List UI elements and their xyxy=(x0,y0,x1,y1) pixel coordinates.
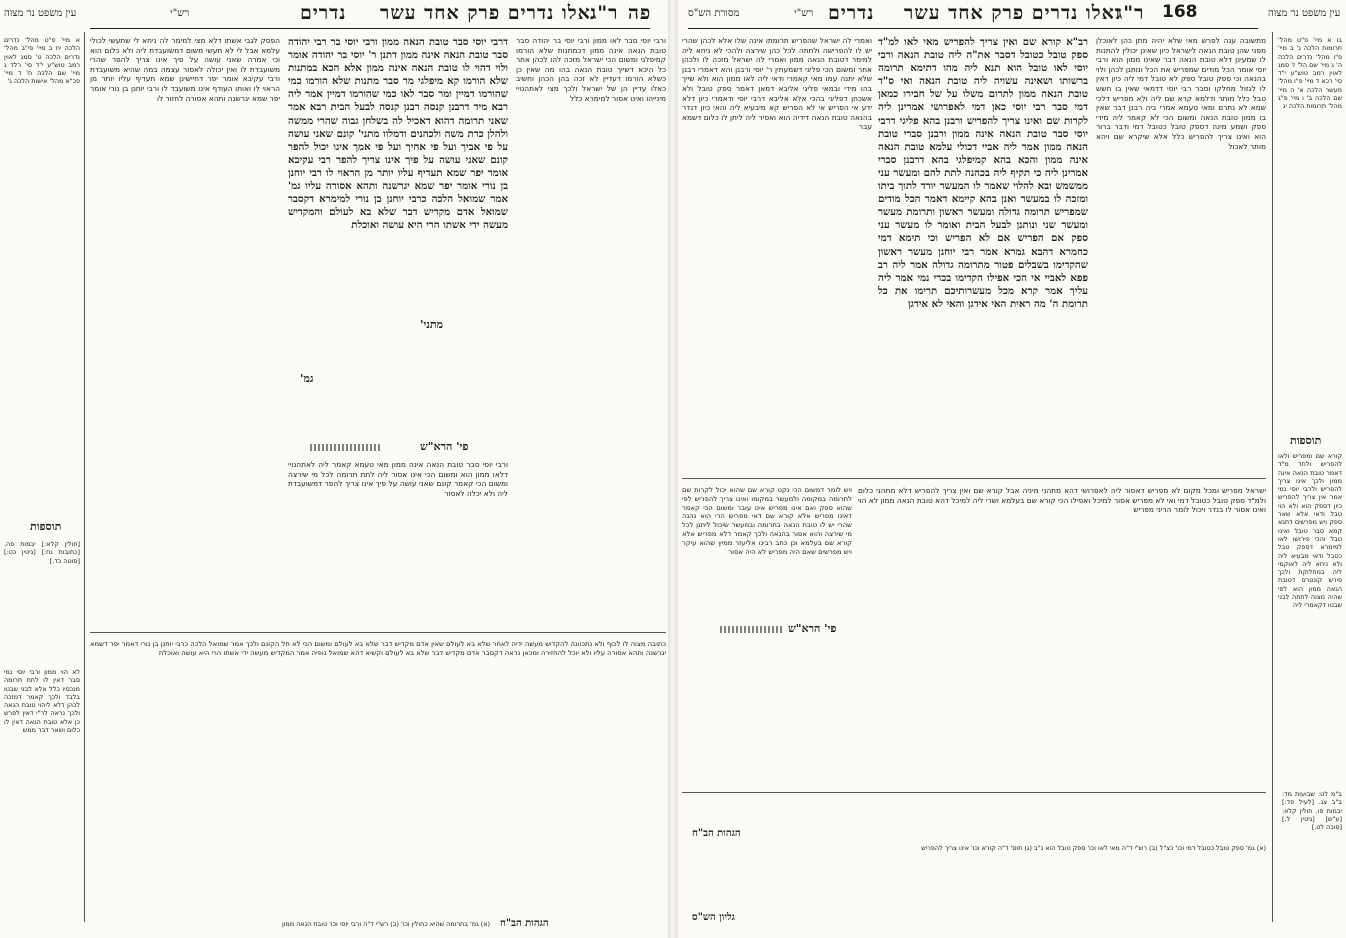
left-hagahot-label: הגהות הב"ח xyxy=(500,918,549,929)
left-ein-mishpat: א מיי' פ"ט מהל' נדרים הלכה יח ב מיי' פי"ב מהל' נדרים הלכה ט' סמג לאוין רמב טוש"ע י"ד סי' רלד ג מיי' שם הלכה ח' ד מיי' פכ"א מהל' אישות הלכה ג' xyxy=(4,36,80,86)
left-tosafot: לא הוי ממון ורבי יוסי נמי סבר דאין לו לתת תרומה מנכסיו כלל אלא לבני שבטו בלבד ולכך קאמר דמזכה לכהן דלא ליהוי טובת הנאה ולכך נראה לר"י דאין לפרש כן אלא טובת הנאה דאין לו כלום ושאר דבר ממש xyxy=(4,668,80,735)
right-rosh-ornament xyxy=(720,626,784,633)
binding-gutter xyxy=(668,0,678,938)
left-tosafot-label: תוספות xyxy=(30,520,62,533)
left-header-rule xyxy=(90,28,650,29)
left-page xyxy=(0,0,668,938)
left-tractate-title: נדרים xyxy=(300,2,347,24)
right-page-number: 168 xyxy=(1162,2,1198,22)
right-ein-mishpat-label: עין משפט נר מצוה xyxy=(1268,8,1341,19)
left-commentary-right: ורבי יוסי סבר לאו ממון ורבי יוסי בר יהודה סבר טובת הנאה אינה ממון דכמתנות שלא הורמו קמיפלגי ומשום הכי ישראל מזכה להו לכהן אחר כל היכא דשייך טובת הנאה בהו מה שאין כן כשלא הורמו דעדיין לא זכה בהן הכהן וחשיב כאלו עדיין הן של ישראל ולכך מצי לאתהנויי מינייהו ואינו אסור למימרא כלל xyxy=(516,36,666,103)
right-footer-rule xyxy=(682,792,1266,793)
left-chapter-title: ואלו נדרים פרק אחד עשר xyxy=(380,2,597,24)
right-tosafot-label: תוספות xyxy=(1290,434,1322,447)
right-rashi-label: רש"י xyxy=(794,8,814,19)
right-page xyxy=(678,0,1346,938)
left-rosh-text: ורבי יוסי סבר טובת הנאה אינה ממון מאי טעמא קאמר ליה לאתהנויי דלאו ממון הוא ומשום הכי אינו אסור ליה לתת תרומה לכל מי שירצה ומשום הכי קאמר קונם שאני עושה על פיך אינו צריך להפר דמשועבדת ליה ולא יכלה לאסור xyxy=(288,460,508,498)
left-mishna-marker: מתני' xyxy=(420,318,444,331)
left-ein-mishpat-label: עין משפט נר מצוה xyxy=(4,8,77,19)
right-commentary-right: מתשובה ענה לפרש מאי שלא יהיה מתן כהן לאוכלן מפני שהן טובת הנאה לישראל כיון שאינן יכולין להתנות לו שמעינן דלא טובת הנאה דבר שאינו ממון הוא ורבי יוסי אומר הכל מודים שמפריש את הכל ונותנן לכהן ולוי בהנאה וכי ספק טובל ספק לא טובל דמי ליה כיון דאין לו לגזול מחלקו וסבר רבי יוסי דדמאי שאין בו חשש טבל כלל מותר ודלמא קרא שם ליה ולא מפריש דלכי שמא לא נתרם ומאי טעמא אמרי ביה רבנן דבר שאין בו ממון טובת הנאה ומשום הכי לא קאמר ליה מידי ספק ושמע מינה דספק טובל כטובל דמי ודבר ברור הוא ואינו צריך להפריש כלל אלא שיקרא שם ויהא מותר לאכול xyxy=(1096,36,1266,151)
left-mesoret: [חולין קלא:] יבמות פה. [כתובות נח:] [גיטין כט:] [סוטה כד.] xyxy=(4,540,80,565)
right-footer-left: ויש לומר דמשום הכי נקט קורא שם שהוא יכול לקרות שם לתרומה במקומה ולמעשר במקומו ואינו צריך להפריש לפי שהוא ספק ואם אינו מפריש אינו עובר ומשום הכי קאמר דאינו מפריש אלא קורא שם דאי מפריש הרי הוא נהנה שהרי יש לו טובת הנאה בתרומה ובמעשר שיכול ליתנן לכל מי שירצה והוא אסור בהנאה ולכך קאמר דלא מפריש אלא קורא שם בעלמא וכן כתב רבינו אליעזר ממיץ שהוא עיקר ויש מפרשים שאם היה מפריש לא היה אסור xyxy=(682,486,852,556)
right-mesoret: ב"מ לט: שבועות מד: ב"ב צג. [לעיל פד:] יבמות פו. חולין קלא: [ע"ש] [גיטין ל.] [סוכה לט.] xyxy=(1282,790,1342,832)
right-gemara-column: רב"א קורא שם ואין צריך להפריש מאי לאו למ"ד ספק טובל כטובל דסבר את"ה ליה טובת הנאה ורבי יוסי לאו טובל הוא תנא ליה מהו דתימא תרומה ברשותו ושאינה עשויה ליה טובת הנאה ואי ס"ד טובת הנאה ממון לתרום משלו על של חבירו כמאן דמי סבר רבי יוסי כאן דמי לאפרושי אמרינן ליה לקרות שם ואינו צריך להפריש ורבנן בהא פליגי דרבי יוסי סבר טובת הנאה אינה ממון ורבנן סברי טובת הנאה ממון אמר ליה אביי דכולי עלמא טובת הנאה אינה ממון והכא בהא קמיפלגי בהא דרבנן סברי אמרינן ליה כי תקיף ליה בכהנה לתת להם ומעשר עני ממשמש ובא להלוי שאמר לו המעשר יורד לתוך ביתו ומזכה לו במעשר ואנן בהא קיימא דאמר הכל מודים שמפריש תרומה גדולה ומעשר ראשון ותרומת מעשר ומעשר שני ונותנן לבעל הבית ואומר לו מעשר עני ספק אם הפריש אם לא הפריש וכי תימא דמי כחמרא דהבא גמרא אמר רבי יוחנן מעשר ראשון שהקדימו בשבלים פטור מתרומה גדולה אמר ליה רב פפא לאביי אי הכי אפילו הקדימו בכרי נמי אמר ליה עליך אמר קרא מכל מעשרותיכם תרימו את כל תרומת ה' מה ראית האי אידגן והאי לא אידגן xyxy=(878,36,1088,310)
right-tractate-title: נדרים xyxy=(828,2,875,24)
left-gemara-marker: גמ' xyxy=(300,372,314,385)
right-tosafot: קורא שם ומפריש ולאו להפריש ולחד מ"ד דאמר טובת הנאה אינה ממון ולכך אינו צריך להפריש ולרבי יוסי נמי אמר אין צריך להפריש כיון דספק הוא ולא הוי טבל ודאי אלא שאר ספק ויש מפרשים דתנא קמא סבר טובל ואינו טבל והכי פירושו לאו למימרא דספק טבל כטבל ודאי מבעיא ליה ולא ניחא ליה לאוקמי ליה במחלוקת ולכך פירש קונטרס דטובת הנאה ממון הוא לפי שהיה מצוה לתתה לבני שבטו דקאמרי ליה xyxy=(1278,452,1342,610)
left-rashi-label: רש"י xyxy=(170,8,190,19)
right-margin-rule xyxy=(1272,32,1273,922)
right-ein-mishpat: בו א מיי' פ"ט מהל' תרומות הלכה ג' ב מיי' פ"ו מהל' נדרים הלכה ה' ג מיי' שם הל' ז' סמג לאוין רמב טוש"ע י"ד סי' רכא ד מיי' פ"ו מהל' מעשר הלכה א' ה מיי' שם הלכה ב' ו מיי' פ"ג מהל' תרומות הלכה יג xyxy=(1278,36,1342,111)
right-gilyon-label: גליון הש"ס xyxy=(692,912,735,923)
right-mid-rule xyxy=(682,478,1266,479)
left-page-number: פה xyxy=(628,2,652,24)
left-commentary-left: הפסק לגבי אשתו דלא מצי למימר לה ניחא לי שתעשי לכולי עלמא אבל לי לא תעשי משום דמשועבדת ליה ולא כלום הוא וכי אמרה שאני עושה על פיך אינו צריך להפר שהרי משועבדת לו ואין יכולה לאסור עצמה במה שהיא משועבדת ורבי עקיבא אומר יפר דחיישינן שמא תעדיף עליו יותר מן הראוי לו ואותו העודף אינו משועבד לו ורבי יוחנן בן נורי אומר יפר שמא יגרשנה ותהא אסורה לחזור לו xyxy=(90,36,280,103)
left-footer-commentary: כתובה מצוה לו לכוף ולא נתכוונה להקדיש מעשה ידיה לאחר שלא בא לעולם שאין אדם מקדיש דבר שלא בא לעולם ומשום הכי לא חל הקונם ולכך אמר שמואל הלכה כרבי יוחנן בן נורי דאמר יפר דשמא יגרשנה ותהא אסורה עליו ולא יוכל להחזירה ומכאן נראה דקסבר אדם מקדיש דבר שלא בא לעולם וקשיא דהא שמואל גופיה אמר המקדיש מעשה ידי אשתו הרי היא עושה ואוכלת xyxy=(90,640,666,657)
right-chapter-title: ואלו נדרים פרק אחד עשר xyxy=(904,2,1121,24)
right-daf-label: ר"ג xyxy=(1116,2,1145,24)
right-rosh-text: ישראל מפריש ומכל מקום לא מפריש דאסור ליה לאפרושי דהא מתהני מיניה אבל קורא שם ואין צריך להפריש דלא מתהני כלום ולמ"ד ספק טובל כטובל דמי ואי לא מפריש אסור למיכל ואפילו הכי קורא שם בעלמא ושרי ליה למיכל דהא טובת הנאה ממון לא הוי ואינו אסור לו בנדר ויכול לומר הריני מפריש xyxy=(858,486,1266,515)
right-hagahot: (א) גמ' ספק טובל כטובל דמי וכו' כצ"ל (ב) רש"י ד"ה מאי לאו וכו' ספק טובל הוא נ"ב (ג) תוס' ד"ה קורא וכו' אינו צריך להפריש xyxy=(921,844,1266,852)
left-page-header xyxy=(0,2,668,28)
left-gemara-column: דרבי יוסי סבר טובת הנאה ממון ורבי יוסי בר רבי יהודה סבר טובת הנאה אינה ממון דתנן ר' יוסי בר יהודה אומר ולוי דהוי לו טובת הנאה אינה ממון אלא הכא במתנות שלא הורמו קא מיפלגי מר סבר מתנות שלא הורמו כמי שהורמו דמיין ומר סבר לאו כמי שהורמו דמיין אמר ליה רבא מיד דרבנן קנסה רבנן קנסה לבעל הבית רבא אמר שאני תרומה דהוא דאכיל לה בשלחן גבוה שהרי ממשה ולהלן כרת משה ולכהנים ודמלוו מתני' קונם שאני עושה על פי אביך ועל פי אחיך ועל פי אמך אינו יכול להפר קונם שאני עושה על פיך אינו צריך להפר רבי עקיבא אומר יפר שמא תעדיף עליו יותר מן הראוי לו רבי יוחנן בן נורי אומר יפר שמא יגרשנה ותהא אסורה עליו גמ' אמר שמואל הלכה כרבי יוחנן בן נורי למימרא דקסבר שמואל אדם מקדיש דבר שלא בא לעולם והמקדיש מעשה ידי אשתו הרי היא עושה ואוכלת xyxy=(288,36,508,232)
right-commentary-left: ואמרי לה ישראל שהפריש תרומתו אינה שלו אלא לכהן שהרי יש לו להפרישה ולתתה לכל כהן שירצה ולהכי לא ניחא ליה למימר דטובת הנאה ממון ואמרי לה ישראל מזכה לו ולכהן אחר ומשום הכי פליגי דשמעתין ר' יוסי ורבנן והא דאמרי רבנן שלא יתנה עמו מאי קאמרי ודאי ליה לאו ממון הוא ולא שייך בהו מידי ובמאי פליגי אליבא דמאן דאמר ספק טובל ולא אשכחן דפליגי בהכי אלא אליבא דרבי יוסי ודאמרי כיון דלא ידע אי הפריש אי לא הפריש קא מיבעיא ליה והאי כיון דנדר בהנאה טובת הנאה דידיה הוא ואסיר ליה ליתן לו כלום דשמא עבר xyxy=(682,36,872,132)
left-rosh-ornament xyxy=(310,444,380,451)
left-rosh-label: פי' הרא"ש xyxy=(420,440,469,453)
right-hagahot-label: הגהות הב"ח xyxy=(692,828,741,839)
right-rosh-label: פי' הרא"ש xyxy=(788,622,837,635)
right-header-rule xyxy=(688,28,1258,29)
left-margin-rule xyxy=(84,32,85,922)
left-footer-rule xyxy=(90,632,666,633)
right-mesoret-label: מסורת הש"ס xyxy=(688,8,740,19)
right-page-header xyxy=(678,2,1346,28)
left-daf-label: ר"ג xyxy=(590,2,619,24)
left-hagahot: (א) גמ' בתרומה שהיא כחולין וכו' (ב) רש"י ד"ה ורבי יוסי וכו' טובת הנאה ממון xyxy=(281,920,490,928)
